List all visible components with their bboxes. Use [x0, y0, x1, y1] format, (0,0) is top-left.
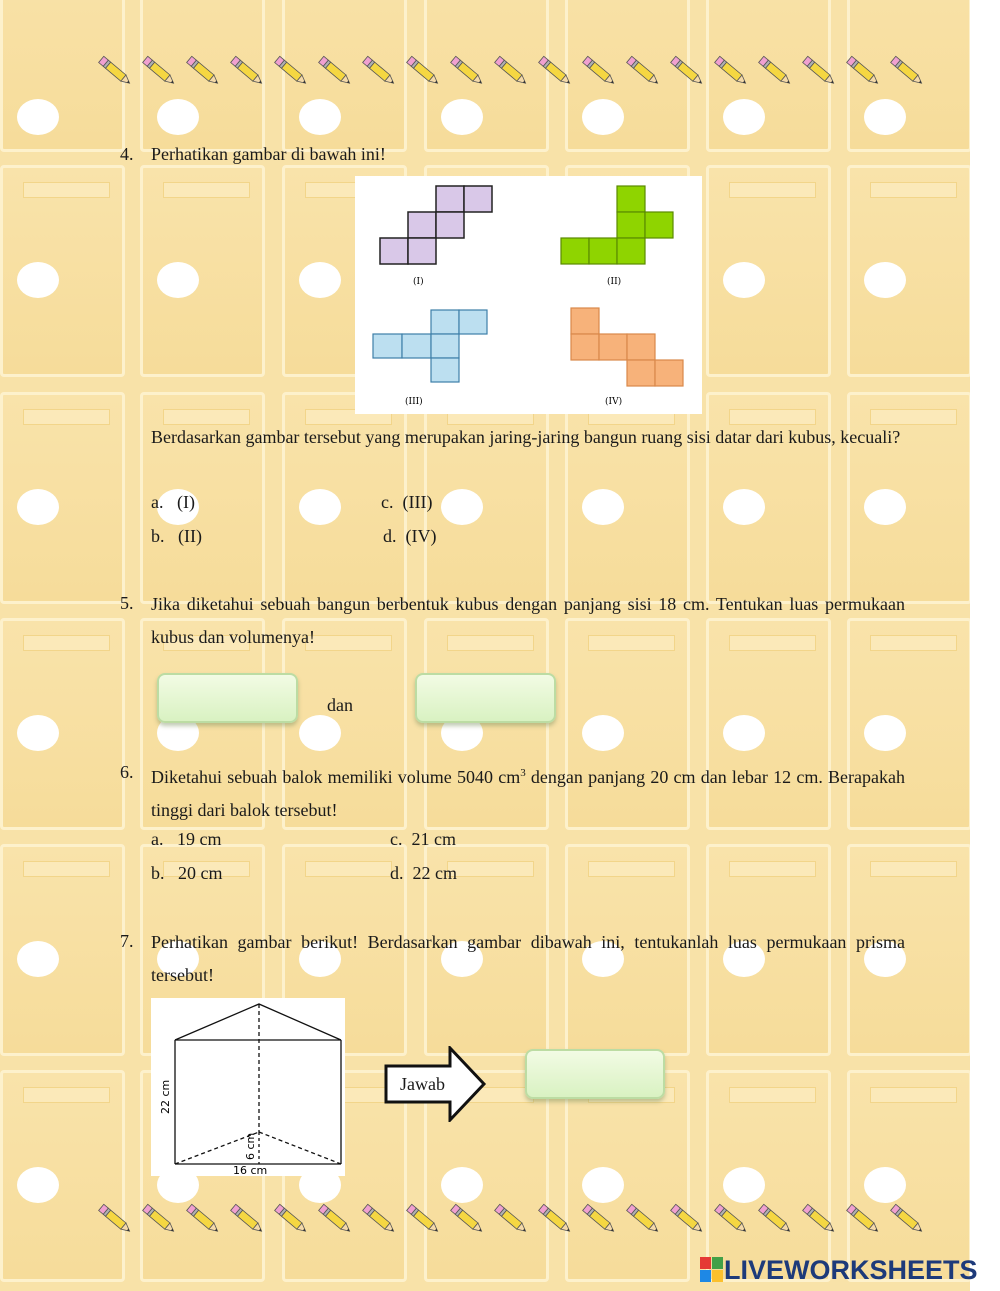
- pencil-icon: [887, 1200, 927, 1240]
- pencil-icon: [843, 52, 883, 92]
- background-tile: [0, 1070, 125, 1282]
- pencil-icon: [447, 1200, 487, 1240]
- pencil-icon: [403, 1200, 443, 1240]
- pencil-icon: [139, 1200, 179, 1240]
- net-label-2: (II): [607, 277, 622, 287]
- net-label-1: (I): [413, 277, 424, 287]
- pencil-icon: [535, 1200, 575, 1240]
- pencil-icon: [359, 1200, 399, 1240]
- pencil-icon: [711, 1200, 751, 1240]
- pencil-icon: [183, 1200, 223, 1240]
- prism-base-label: 16 cm: [233, 1164, 268, 1176]
- q6-option-b[interactable]: b. 20 cm: [151, 863, 223, 883]
- net-4: [571, 308, 683, 386]
- q4-option-b[interactable]: b. (II): [151, 526, 202, 546]
- pencil-icon: [227, 52, 267, 92]
- pencil-icon: [359, 52, 399, 92]
- q5-answer-surface-area[interactable]: [157, 673, 298, 723]
- q6-option-d[interactable]: d. 22 cm: [390, 863, 457, 883]
- q7-number: 7.: [120, 931, 134, 951]
- cube-nets-figure: [355, 176, 702, 414]
- pencil-icon: [623, 1200, 663, 1240]
- pencil-icon: [667, 52, 707, 92]
- q4-option-c[interactable]: c. (III): [381, 492, 433, 512]
- pencil-icon: [139, 52, 179, 92]
- background-tile: [706, 1070, 831, 1282]
- prism-height-label: 22 cm: [159, 1079, 172, 1114]
- q4-prompt: Perhatikan gambar di bawah ini!: [151, 144, 386, 164]
- pencil-icon: [579, 1200, 619, 1240]
- background-tile: [565, 1070, 690, 1282]
- jawab-arrow: [384, 1046, 488, 1122]
- pencil-icon: [447, 52, 487, 92]
- liveworksheets-logo: [700, 1252, 978, 1288]
- pencil-icon: [315, 1200, 355, 1240]
- pencil-icon: [535, 52, 575, 92]
- net-1: [380, 186, 492, 264]
- pencil-border-bottom: [95, 1200, 915, 1240]
- q4-option-a[interactable]: a. (I): [151, 492, 195, 512]
- background-tile: [0, 392, 125, 604]
- net-label-4: (IV): [605, 397, 623, 407]
- q6-question: Diketahui sebuah balok memiliki volume 5040 $cm^3$ dengan panjang 20 cm dan lebar 12 cm. Berapakah tinggi dari balok tersebut!: [151, 767, 905, 820]
- background-tile: [0, 618, 125, 830]
- pencil-icon: [623, 52, 663, 92]
- logo-text: LIVEWORKSHEETS: [724, 1254, 978, 1285]
- pencil-icon: [711, 52, 751, 92]
- pencil-icon: [491, 1200, 531, 1240]
- background-tile: [847, 165, 970, 377]
- logo-icon: [700, 1257, 724, 1283]
- q4-option-d[interactable]: d. (IV): [383, 526, 437, 546]
- pencil-icon: [843, 1200, 883, 1240]
- pencil-icon: [667, 1200, 707, 1240]
- background-tile: [0, 165, 125, 377]
- q5-question: Jika diketahui sebuah bangun berbentuk kubus dengan panjang sisi 18 cm. Tentukan luas permukaan kubus dan volumenya!: [151, 594, 905, 647]
- jawab-label: Jawab: [400, 1074, 445, 1094]
- q7-question: Perhatikan gambar berikut! Berdasarkan gambar dibawah ini, tentukanlah luas permukaan prisma tersebut!: [151, 932, 905, 985]
- pencil-icon: [579, 52, 619, 92]
- q6-option-c[interactable]: c. 21 cm: [390, 829, 456, 849]
- q6-option-a[interactable]: a. 19 cm: [151, 829, 222, 849]
- pencil-icon: [271, 1200, 311, 1240]
- pencil-icon: [227, 1200, 267, 1240]
- pencil-icon: [403, 52, 443, 92]
- net-label-3: (III): [405, 397, 423, 407]
- pencil-icon: [799, 1200, 839, 1240]
- q7-answer[interactable]: [525, 1049, 665, 1099]
- pencil-icon: [95, 52, 135, 92]
- background-tile: [140, 165, 265, 377]
- background-tile: [706, 165, 831, 377]
- pencil-icon: [491, 52, 531, 92]
- background-tile: [0, 844, 125, 1056]
- pencil-icon: [755, 1200, 795, 1240]
- pencil-icon: [315, 52, 355, 92]
- net-3: [373, 310, 487, 382]
- pencil-icon: [95, 1200, 135, 1240]
- q4-question: Berdasarkan gambar tersebut yang merupakan jaring-jaring bangun ruang sisi datar dari kubus, kecuali?: [151, 427, 901, 447]
- prism-figure: [151, 998, 345, 1176]
- q5-number: 5.: [120, 593, 134, 613]
- q4-number: 4.: [120, 144, 134, 164]
- prism-depth-label: 6 cm: [244, 1132, 257, 1160]
- q5-connector: dan: [327, 695, 353, 715]
- pencil-border-top: [95, 52, 915, 92]
- q6-number: 6.: [120, 762, 134, 782]
- q5-answer-volume[interactable]: [415, 673, 556, 723]
- pencil-icon: [271, 52, 311, 92]
- pencil-icon: [755, 52, 795, 92]
- background-tile: [847, 1070, 970, 1282]
- pencil-icon: [887, 52, 927, 92]
- pencil-icon: [799, 52, 839, 92]
- net-2: [561, 186, 673, 264]
- pencil-icon: [183, 52, 223, 92]
